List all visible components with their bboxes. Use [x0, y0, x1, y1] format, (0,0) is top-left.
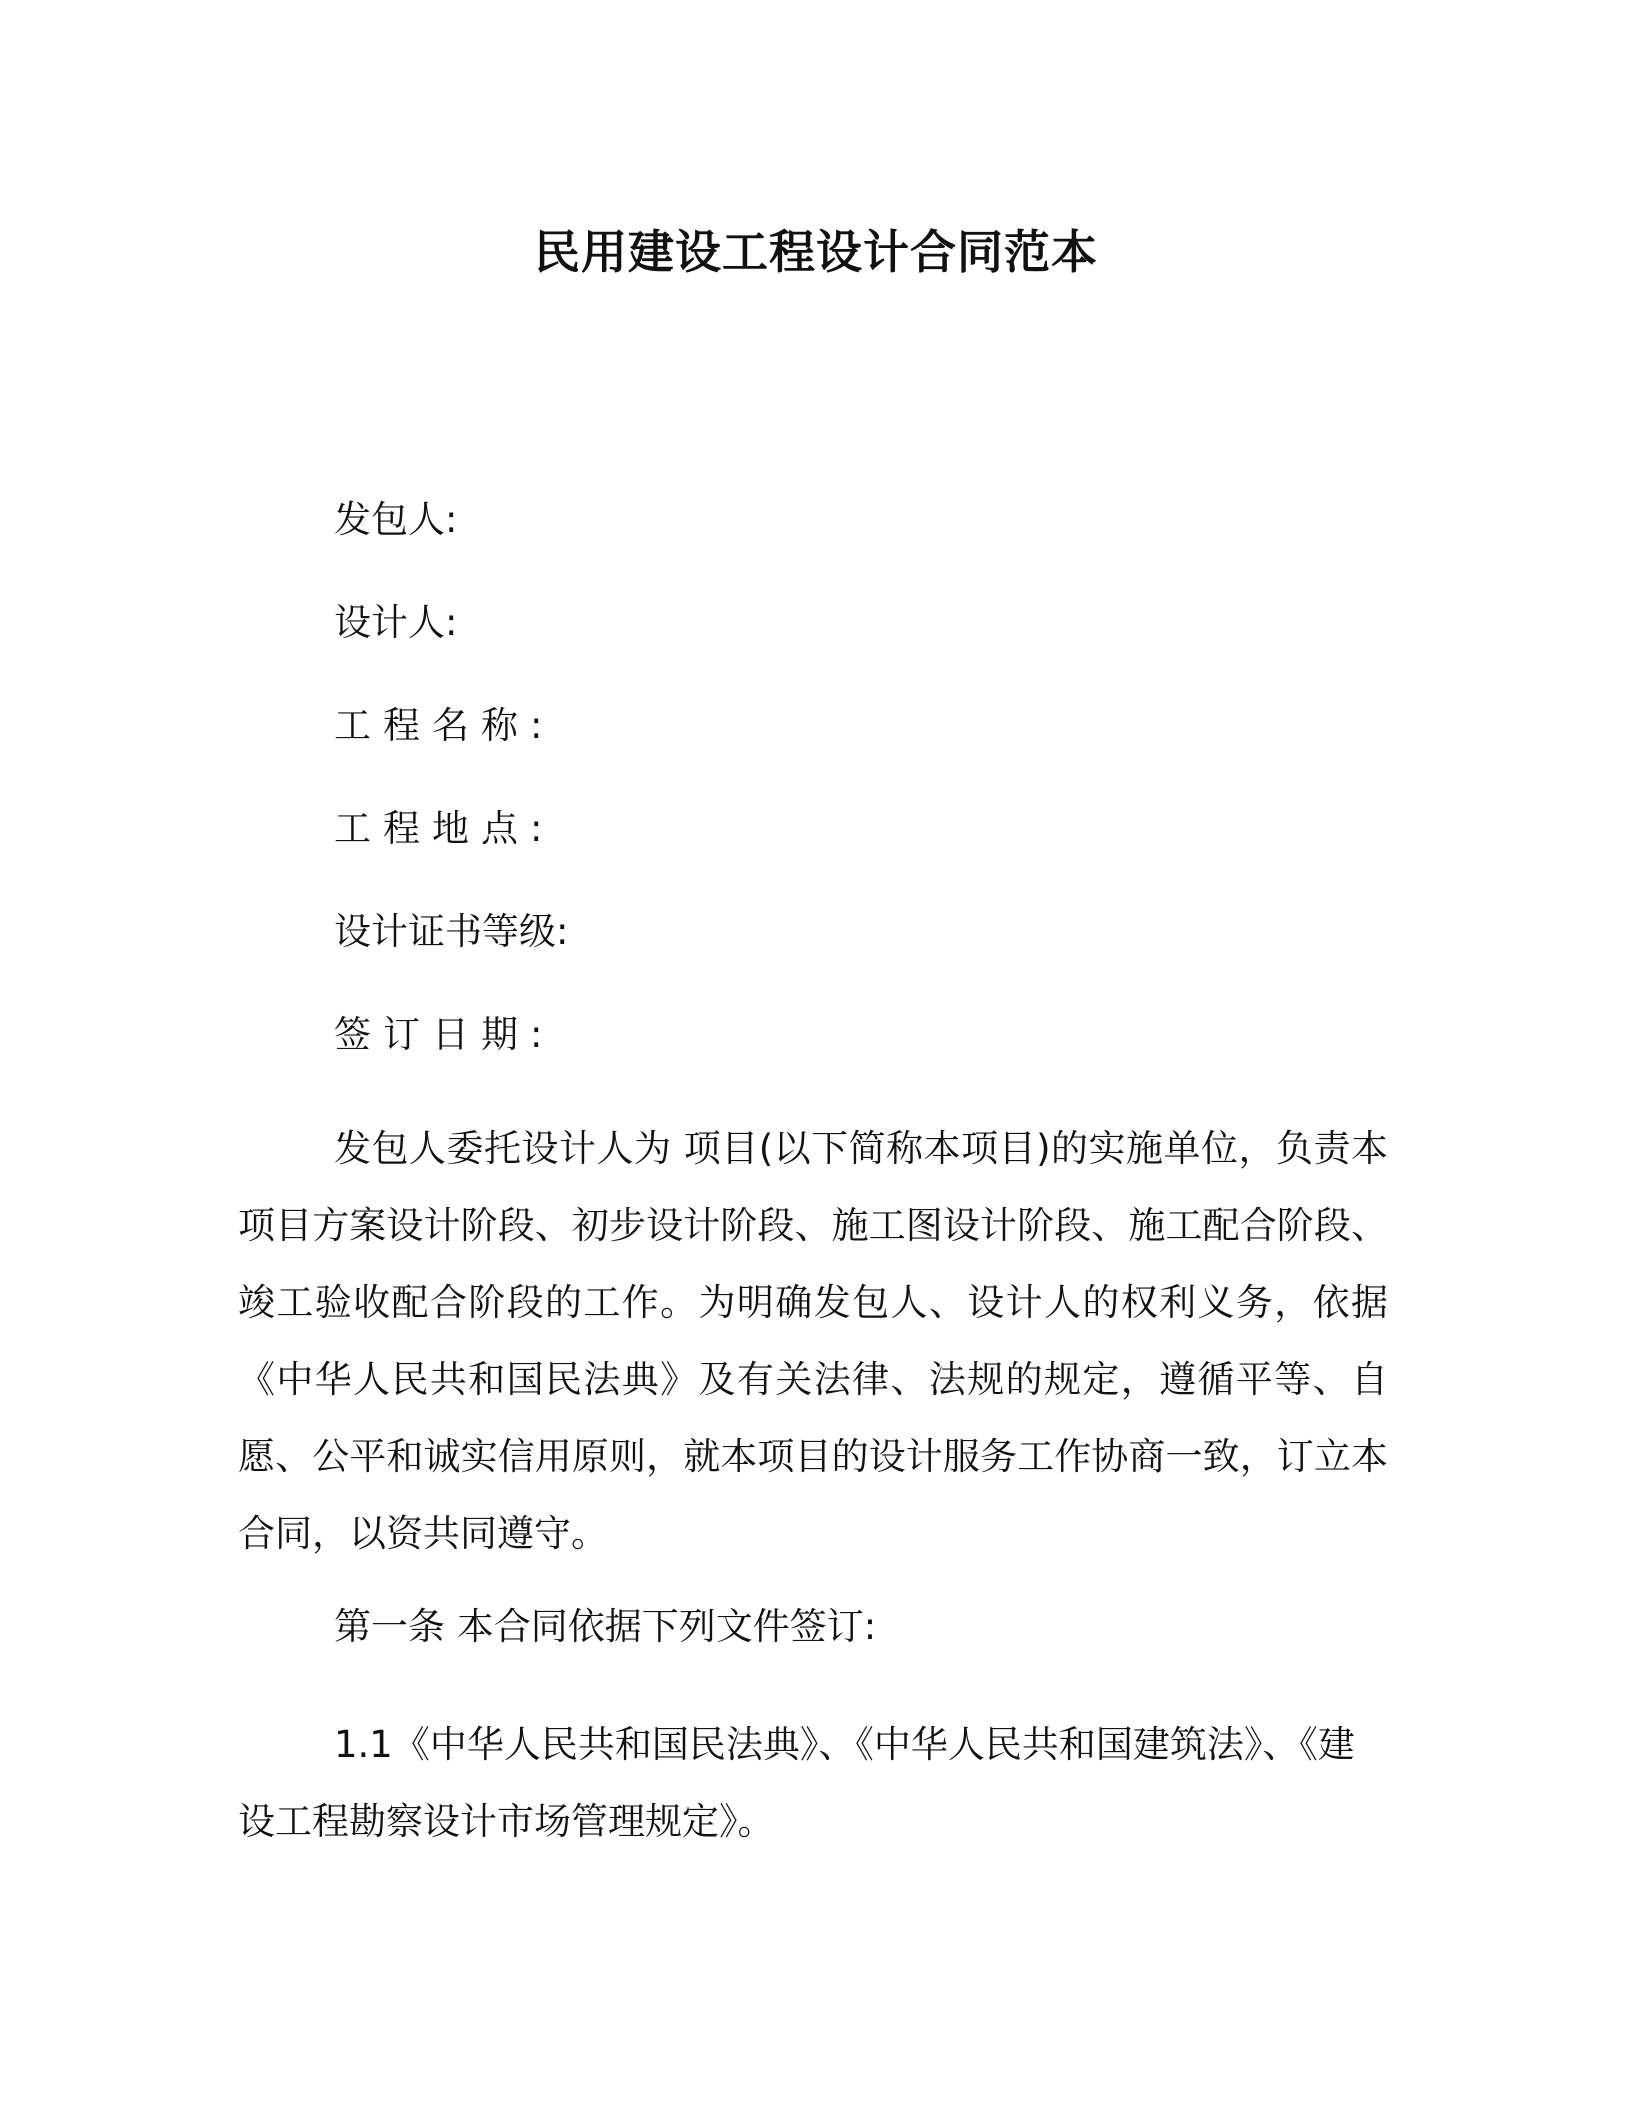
intro-paragraph: 发包人委托设计人为 项目(以下简称本项目)的实施单位，负责本项目方案设计阶段、初步设计阶段、施工图设计阶段、施工配合阶段、竣工验收配合阶段的工作。为明确发包人、设计人的权利义务，依据《中华人民共和国民法典》及有关法律、法规的规定，遵循平等、自愿、公平和诚实信用原则，就本项目的设计服务工作协商一致，订立本合同，以资共同遵守。 [238, 1127, 1388, 1555]
field-project-location: 工程地点: [334, 807, 555, 850]
field-designer: 设计人: [334, 601, 458, 644]
clause-1-1: 1.1《中华人民共和国民法典》、《中华人民共和国建筑法》、《建设工程勘察设计市场管理规定》。 [238, 1723, 1355, 1843]
field-signing-date: 签订日期: [334, 1013, 555, 1056]
article-1-heading: 第一条 本合同依据下列文件签订: [334, 1605, 877, 1648]
field-design-certificate-level: 设计证书等级: [334, 910, 569, 953]
field-project-name: 工程名称: [334, 704, 555, 747]
field-client: 发包人: [334, 498, 458, 541]
document-title: 民用建设工程设计合同范本 [534, 225, 1098, 279]
